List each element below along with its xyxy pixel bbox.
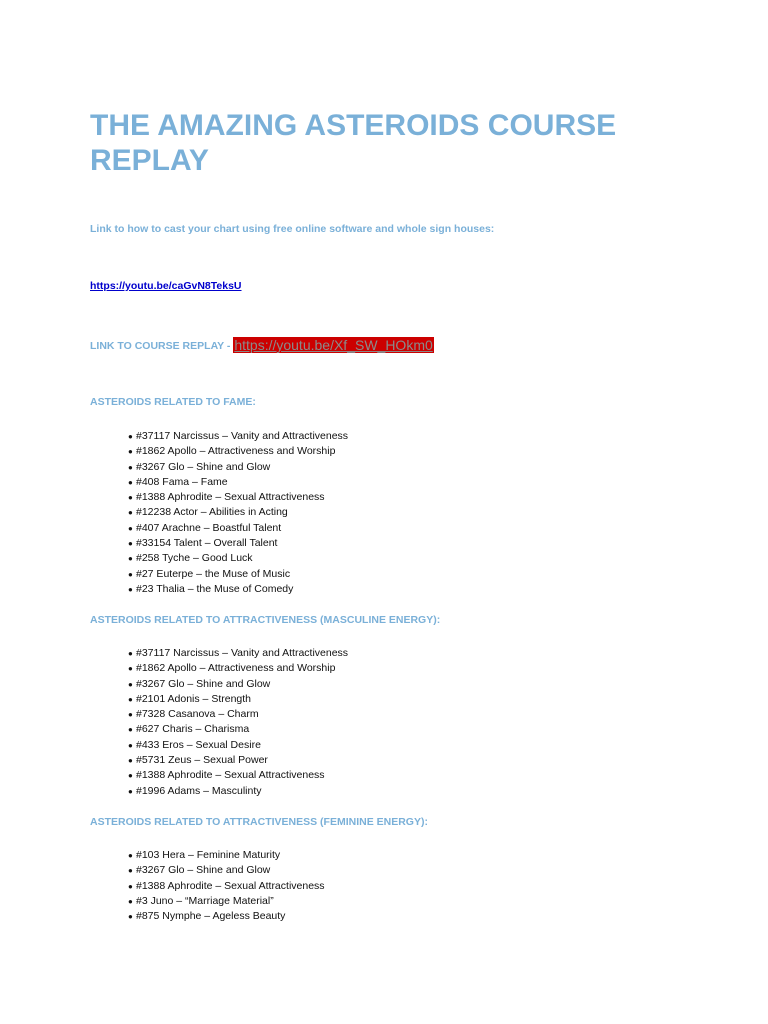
bullet-icon: ● [128,725,133,735]
bullet-icon: ● [128,881,133,891]
feminine-asteroid-list [128,848,325,924]
bullet-icon: ● [128,771,133,781]
list-item [128,768,348,783]
bullet-icon: ● [128,649,133,658]
bullet-icon: ● [128,664,133,674]
list-item [128,505,348,520]
list-item [128,551,348,566]
bullet-icon: ● [128,694,133,704]
list-item [128,722,348,737]
masculine-asteroid-list [128,646,348,799]
course-replay-label: LINK TO COURSE REPLAY - [90,340,234,352]
list-item [128,753,348,768]
list-item-text: #33154 Talent – Overall Talent [136,537,278,550]
list-item-text: #37117 Narcissus – Vanity and Attractiveness [136,647,349,659]
list-item [128,475,348,490]
bullet-icon: ● [128,740,133,750]
document-title: THE AMAZING ASTEROIDS COURSE REPLAY [90,109,617,177]
bullet-icon: ● [128,432,133,441]
section-heading-fame: ASTEROIDS RELATED TO FAME: [90,396,256,408]
bullet-icon: ● [128,477,133,487]
bullet-icon: ● [128,523,133,533]
list-item-text: #3267 Glo – Shine and Glow [136,677,271,690]
list-item-text: #1862 Apollo – Attractiveness and Worship [136,662,336,675]
list-item [128,582,348,597]
bullet-icon: ● [128,710,133,720]
list-item-text: #5731 Zeus – Sexual Power [136,754,268,767]
list-item-text: #1388 Aphrodite – Sexual Attractiveness [136,769,325,782]
bullet-icon: ● [128,786,133,796]
bullet-icon: ● [128,912,133,922]
chart-tutorial-link[interactable]: https://youtu.be/caGvN8TeksU [90,280,242,292]
bullet-icon: ● [128,866,133,876]
list-item-text: #408 Fama – Fame [136,475,228,488]
section-heading-feminine: ASTEROIDS RELATED TO ATTRACTIVENESS (FEMININE ENERGY): [90,816,428,828]
list-item-text: #3267 Glo – Shine and Glow [136,864,271,877]
bullet-icon: ● [128,539,133,549]
bullet-icon: ● [128,554,133,564]
list-item [128,707,348,722]
bullet-icon: ● [128,679,133,689]
list-item-text: #2101 Adonis – Strength [136,692,252,705]
list-item [128,879,325,894]
list-item-text: #1388 Aphrodite – Sexual Attractiveness [136,491,325,504]
list-item [128,521,348,536]
bullet-icon: ● [128,584,133,594]
section-heading-masculine: ASTEROIDS RELATED TO ATTRACTIVENESS (MASCULINE ENERGY): [90,614,441,626]
list-item [128,661,348,676]
list-item [128,863,325,878]
list-item [128,429,348,444]
bullet-icon: ● [128,493,133,503]
list-item-text: #7328 Casanova – Charm [136,708,259,721]
list-item-text: #23 Thalia – the Muse of Comedy [136,582,294,595]
list-item [128,490,348,505]
list-item-text: #1862 Apollo – Attractiveness and Worship [136,445,336,458]
bullet-icon: ● [128,447,133,457]
chart-instructions-text: Link to how to cast your chart using free online software and whole sign houses: [90,223,495,235]
course-replay-line [90,337,434,353]
list-item [128,536,348,551]
bullet-icon: ● [128,756,133,766]
list-item-text: #258 Tyche – Good Luck [136,552,253,565]
fame-asteroid-list [128,429,348,597]
list-item [128,784,348,799]
list-item [128,848,325,863]
list-item [128,677,348,692]
list-item [128,909,325,924]
bullet-icon: ● [128,569,133,579]
bullet-icon: ● [128,462,133,472]
list-item [128,738,348,753]
list-item-text: #407 Arachne – Boastful Talent [136,521,282,534]
list-item-text: #3267 Glo – Shine and Glow [136,460,271,473]
bullet-icon: ● [128,508,133,518]
list-item-text: #875 Nymphe – Ageless Beauty [136,910,286,923]
list-item-text: #3 Juno – “Marriage Material” [136,894,274,907]
list-item-text: #627 Charis – Charisma [136,723,250,736]
list-item-text: #1996 Adams – Masculinty [136,784,262,797]
course-replay-link[interactable]: https://youtu.be/Xf_SW_HOkm0 [234,337,433,353]
list-item-text: #12238 Actor – Abilities in Acting [136,506,288,519]
list-item [128,692,348,707]
list-item-text: #433 Eros – Sexual Desire [136,738,261,751]
list-item-text: #27 Euterpe – the Muse of Music [136,567,291,580]
bullet-icon: ● [128,851,133,860]
list-item [128,646,348,661]
list-item [128,460,348,475]
list-item [128,567,348,582]
list-item [128,444,348,459]
list-item [128,894,325,909]
list-item-text: #37117 Narcissus – Vanity and Attractiveness [136,430,349,442]
bullet-icon: ● [128,896,133,906]
list-item-text: #103 Hera – Feminine Maturity [136,849,281,861]
list-item-text: #1388 Aphrodite – Sexual Attractiveness [136,879,325,892]
